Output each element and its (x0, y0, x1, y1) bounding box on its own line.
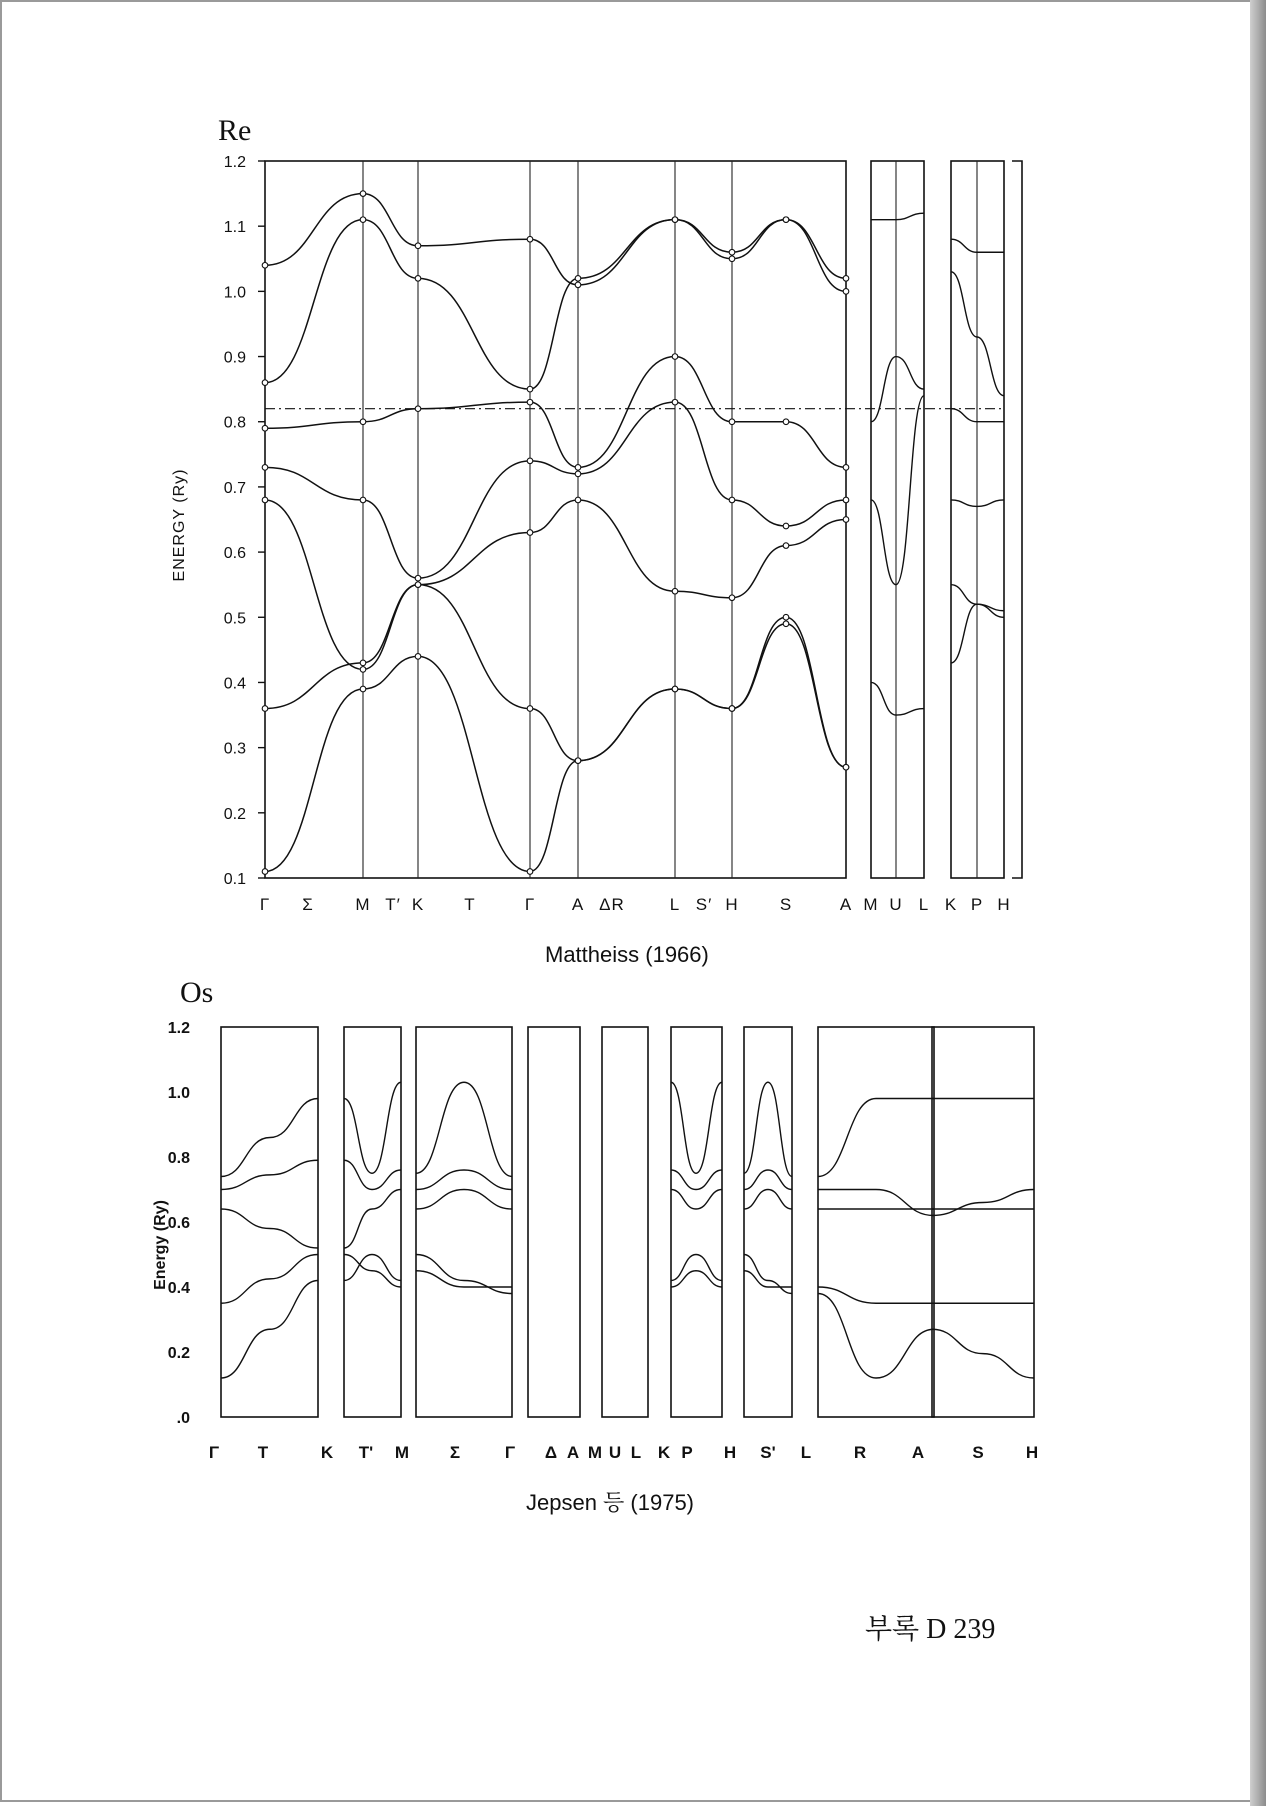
os-band-line (744, 1170, 792, 1190)
os-x-tick-label: S' (760, 1443, 776, 1462)
re-panel-frame (871, 161, 924, 878)
os-panel-frame (221, 1027, 318, 1417)
os-band-structure-chart (168, 1020, 1038, 1462)
os-y-tick-label: 0.2 (167, 1345, 190, 1362)
re-band-point (527, 530, 533, 536)
os-x-tick-label: L (630, 1443, 642, 1462)
os-x-tick-label: H (1025, 1443, 1039, 1462)
re-x-tick-label: T (464, 895, 476, 914)
re-band-point (527, 399, 533, 405)
re-x-tick-label: A (571, 895, 585, 914)
re-band-point (415, 582, 421, 588)
re-band-point (415, 406, 421, 412)
os-x-tick-label: Σ (449, 1443, 461, 1462)
re-band-point (843, 497, 849, 503)
os-band-line (932, 1190, 1034, 1216)
re-band-line (265, 357, 846, 468)
re-band-point (415, 243, 421, 249)
re-x-tick-label: S (779, 895, 793, 914)
os-band-line (221, 1281, 318, 1379)
re-x-tick-label: Γ (259, 895, 271, 914)
os-x-tick-label: M (394, 1443, 410, 1462)
os-y-tick-label: .0 (176, 1410, 190, 1427)
re-x-tick-label: U (889, 895, 903, 914)
re-band-point (672, 588, 678, 594)
os-x-tick-label: S (972, 1443, 984, 1462)
os-band-line (932, 1329, 1034, 1378)
re-y-tick-label: 0.6 (223, 545, 246, 563)
re-y-tick-label: 0.3 (223, 740, 246, 758)
re-y-axis-label: ENERGY (Ry) (171, 468, 188, 582)
re-side-band (871, 213, 924, 220)
re-band-point (729, 497, 735, 503)
os-band-line (221, 1255, 318, 1304)
re-y-tick-label: 1.1 (223, 219, 246, 237)
re-band-line (265, 220, 846, 389)
re-band-point (415, 654, 421, 660)
re-band-point (575, 758, 581, 764)
re-band-point (262, 497, 268, 503)
re-band-point (843, 289, 849, 295)
re-x-tick-label: Σ (302, 895, 314, 914)
re-band-line (265, 617, 846, 871)
re-band-point (729, 595, 735, 601)
os-x-tick-label: M (587, 1443, 603, 1462)
re-band-point (783, 523, 789, 529)
re-y-tick-label: 0.9 (223, 349, 246, 367)
os-x-tick-label: A (911, 1443, 925, 1462)
re-band-point (783, 621, 789, 627)
re-band-point (360, 686, 366, 692)
os-x-tick-label: Γ (504, 1443, 516, 1462)
re-band-point (843, 465, 849, 471)
os-band-line (221, 1099, 318, 1177)
re-band-point (360, 419, 366, 425)
re-y-tick-label: 0.1 (223, 871, 246, 888)
os-panel-frame (671, 1027, 722, 1417)
re-band-point (729, 419, 735, 425)
os-band-line (671, 1271, 722, 1287)
os-x-tick-label: H (723, 1443, 737, 1462)
os-panel-frame (344, 1027, 401, 1417)
re-figure-caption: Mattheiss (1966) (545, 942, 709, 967)
os-x-tick-label: U (608, 1443, 622, 1462)
re-y-tick-label: 0.8 (223, 414, 246, 432)
re-y-tick-label: 0.5 (223, 610, 246, 628)
re-y-tick-label: 0.2 (223, 805, 246, 823)
re-band-point (360, 667, 366, 673)
re-band-point (672, 686, 678, 692)
re-band-point (672, 217, 678, 223)
os-x-tick-label: P (681, 1443, 693, 1462)
re-band-point (262, 465, 268, 471)
re-y-tick-label: 1.0 (223, 284, 246, 302)
os-band-line (744, 1190, 792, 1210)
os-band-line (744, 1082, 792, 1176)
os-band-line (671, 1190, 722, 1210)
re-y-tick-label: 1.2 (223, 154, 246, 171)
os-y-tick-label: 0.4 (167, 1280, 190, 1297)
os-band-line (416, 1271, 512, 1287)
os-y-tick-label: 1.2 (167, 1020, 190, 1037)
re-band-point (527, 386, 533, 392)
re-x-tick-label: T′ (385, 895, 401, 914)
re-band-point (672, 399, 678, 405)
re-band-point (415, 276, 421, 282)
re-band-point (729, 249, 735, 255)
os-band-line (344, 1255, 401, 1288)
os-panel-frame (744, 1027, 792, 1417)
os-x-tick-label: T (257, 1443, 269, 1462)
os-panel-frame (818, 1027, 934, 1417)
re-band-point (262, 869, 268, 875)
re-band-point (843, 517, 849, 523)
re-band-point (415, 575, 421, 581)
re-band-point (575, 282, 581, 288)
os-band-line (344, 1255, 401, 1281)
re-band-point (672, 354, 678, 360)
re-band-point (262, 262, 268, 268)
re-x-tick-label: M (863, 895, 879, 914)
re-band-point (575, 465, 581, 471)
re-figure-title: Re (218, 114, 252, 147)
os-band-line (344, 1160, 401, 1189)
re-side-band (871, 396, 924, 585)
re-right-bracket (1012, 161, 1022, 878)
re-band-point (843, 764, 849, 770)
re-band-point (527, 706, 533, 712)
re-x-tick-label: P (970, 895, 984, 914)
os-band-line (744, 1271, 792, 1287)
re-band-point (262, 706, 268, 712)
re-band-line (265, 585, 846, 768)
os-x-tick-label: A (566, 1443, 580, 1462)
os-band-line (416, 1190, 512, 1210)
re-band-point (360, 660, 366, 666)
os-panel-frame (602, 1027, 648, 1417)
re-x-tick-label: M (355, 895, 371, 914)
os-y-tick-label: 0.8 (167, 1150, 190, 1167)
re-x-tick-label: K (411, 895, 425, 914)
re-band-point (360, 217, 366, 223)
os-band-line (344, 1190, 401, 1249)
re-x-tick-label: S′ (695, 895, 713, 914)
re-band-structure-chart (224, 154, 1022, 914)
re-band-point (783, 419, 789, 425)
re-band-point (729, 256, 735, 262)
re-x-tick-label: Γ (524, 895, 536, 914)
re-band-point (843, 276, 849, 282)
os-x-tick-label: K (657, 1443, 671, 1462)
re-band-line (265, 500, 846, 669)
re-band-point (783, 543, 789, 549)
os-figure-title: Os (180, 976, 214, 1009)
os-band-line (344, 1082, 401, 1173)
os-panel-frame (416, 1027, 512, 1417)
re-band-point (360, 191, 366, 197)
re-x-tick-label: K (944, 895, 958, 914)
os-band-line (818, 1190, 934, 1216)
os-band-line (818, 1099, 934, 1177)
page-number-footer: 부록 D 239 (865, 1614, 996, 1645)
os-x-tick-label: Δ (544, 1443, 558, 1462)
re-band-line (265, 194, 846, 292)
re-band-point (783, 614, 789, 620)
os-figure-caption: Jepsen 등 (1975) (526, 1490, 695, 1515)
re-band-point (527, 236, 533, 242)
re-band-point (262, 380, 268, 386)
os-y-tick-label: 1.0 (167, 1085, 190, 1102)
os-band-line (818, 1294, 934, 1379)
os-x-tick-label: Γ (208, 1443, 220, 1462)
os-band-line (671, 1082, 722, 1173)
os-band-line (818, 1287, 934, 1303)
os-band-line (416, 1170, 512, 1190)
re-x-tick-label: A (839, 895, 853, 914)
os-x-tick-label: R (853, 1443, 867, 1462)
os-x-tick-label: L (800, 1443, 812, 1462)
re-band-point (527, 869, 533, 875)
re-y-tick-label: 0.4 (223, 675, 246, 693)
re-side-band (871, 682, 924, 715)
re-x-tick-label: L (918, 895, 930, 914)
re-band-point (729, 706, 735, 712)
re-band-point (575, 497, 581, 503)
re-band-point (527, 458, 533, 464)
os-band-line (221, 1160, 318, 1189)
re-y-tick-label: 0.7 (223, 479, 246, 497)
os-x-tick-label: K (320, 1443, 334, 1462)
os-y-axis-label: Energy (Ry) (152, 1200, 169, 1290)
re-band-point (575, 276, 581, 282)
re-x-tick-label: ΔR (599, 895, 625, 914)
re-panel-frame (265, 161, 846, 878)
os-band-line (221, 1209, 318, 1248)
re-band-point (783, 217, 789, 223)
re-band-point (575, 471, 581, 477)
os-panel-frame (932, 1027, 1034, 1417)
re-x-tick-label: H (725, 895, 739, 914)
re-band-line (265, 402, 846, 578)
os-x-tick-label: T' (358, 1443, 374, 1462)
os-panel-frame (528, 1027, 580, 1417)
re-x-tick-label: H (997, 895, 1011, 914)
os-band-line (416, 1082, 512, 1176)
re-x-tick-label: L (669, 895, 681, 914)
os-band-line (671, 1255, 722, 1281)
re-band-point (262, 425, 268, 431)
os-y-tick-label: 0.6 (167, 1215, 190, 1232)
re-side-band (871, 357, 924, 422)
re-band-point (360, 497, 366, 503)
